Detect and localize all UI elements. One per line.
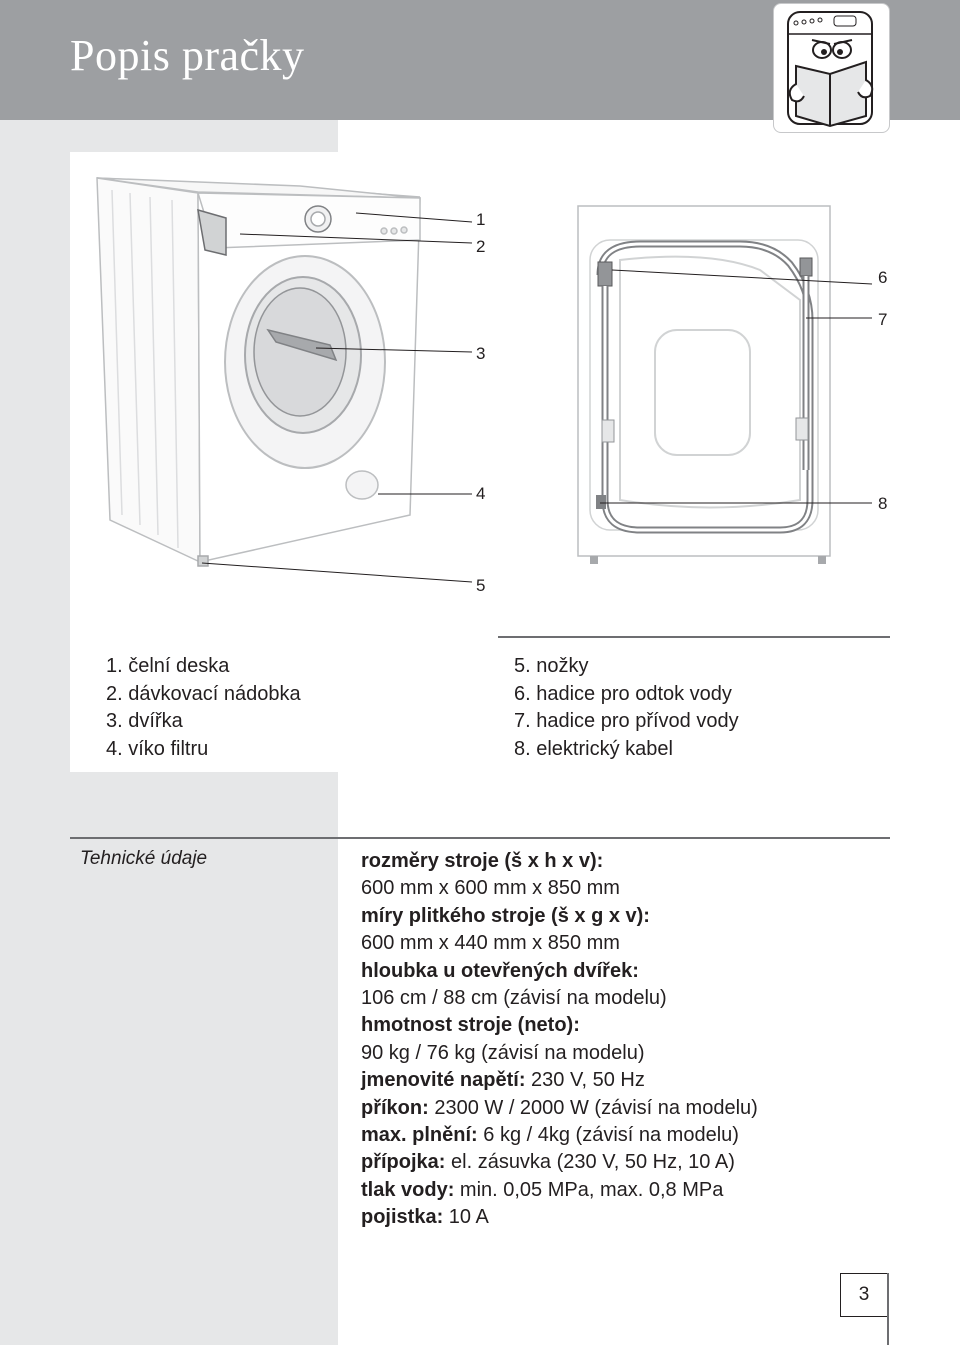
- spec-value: 90 kg / 76 kg (závisí na modelu): [361, 1041, 645, 1064]
- legend-item: 5. nožky: [514, 655, 589, 677]
- spec-row: [361, 1095, 758, 1122]
- tech-divider-left: [70, 837, 338, 839]
- legend-item: 8. elektrický kabel: [514, 737, 673, 760]
- tech-spec-list: [361, 848, 758, 1232]
- spec-value: 230 V, 50 Hz: [525, 1069, 645, 1092]
- callout-3: 3: [476, 344, 486, 363]
- spec-row: [361, 1122, 758, 1149]
- spec-key: hloubka u otevřených dvířek:: [361, 959, 639, 982]
- spec-row: [361, 1040, 758, 1067]
- callout-8: 8: [878, 494, 888, 513]
- rear-machine-illustration: [578, 206, 830, 564]
- spec-row: [361, 903, 758, 930]
- spec-value: el. zásuvka (230 V, 50 Hz, 10 A): [445, 1151, 735, 1174]
- legend-item: 6. hadice pro odtok vody: [514, 682, 732, 705]
- front-machine-illustration: [97, 178, 420, 566]
- legend-item: 2. dávkovací nádobka: [106, 682, 301, 705]
- callout-4: 4: [476, 484, 486, 503]
- spec-row: [361, 1149, 758, 1176]
- washing-machine-figure: [0, 0, 960, 640]
- spec-key: jmenovité napětí:: [361, 1069, 526, 1092]
- tech-section-label: Tehnické údaje: [80, 848, 208, 869]
- legend-item: 4. víko filtru: [106, 737, 209, 760]
- legend-item: 3. dvířka: [106, 710, 183, 732]
- spec-key: rozměry stroje (š x h x v):: [361, 850, 604, 872]
- spec-row: [361, 1067, 758, 1094]
- spec-value: 6 kg / 4kg (závisí na modelu): [477, 1124, 739, 1147]
- spec-key: max. plnění:: [361, 1124, 478, 1147]
- spec-row: [361, 875, 758, 902]
- spec-value: 600 mm x 440 mm x 850 mm: [361, 932, 620, 955]
- spec-key: tlak vody:: [361, 1178, 455, 1201]
- spec-value: min. 0,05 MPa, max. 0,8 MPa: [454, 1178, 724, 1201]
- callout-2: 2: [476, 237, 486, 256]
- spec-value: 600 mm x 600 mm x 850 mm: [361, 877, 620, 900]
- legend-left: [106, 653, 301, 763]
- legend-divider: [498, 636, 890, 638]
- spec-row: [361, 1204, 758, 1231]
- spec-row: [361, 930, 758, 957]
- legend-item: 7. hadice pro přívod vody: [514, 710, 739, 732]
- spec-value: 2300 W / 2000 W (závisí na modelu): [428, 1096, 758, 1119]
- page-title: Popis pračky: [70, 31, 305, 80]
- callout-5: 5: [476, 576, 486, 595]
- spec-key: míry plitkého stroje (š x g x v):: [361, 904, 650, 927]
- spec-key: příkon:: [361, 1096, 429, 1119]
- spec-row: [361, 1012, 758, 1039]
- spec-row: [361, 848, 758, 875]
- callout-6: 6: [878, 268, 888, 287]
- spec-key: hmotnost stroje (neto):: [361, 1014, 580, 1037]
- page-number: 3: [840, 1273, 888, 1317]
- spec-value: 10 A: [443, 1206, 489, 1229]
- page-number-rule: [887, 1273, 889, 1345]
- spec-row: [361, 958, 758, 985]
- spec-row: [361, 1177, 758, 1204]
- spec-row: [361, 985, 758, 1012]
- legend-right: [514, 653, 739, 763]
- callout-1: 1: [476, 210, 486, 229]
- spec-value: 106 cm / 88 cm (závisí na modelu): [361, 987, 667, 1010]
- spec-key: přípojka:: [361, 1151, 446, 1174]
- callout-7: 7: [878, 310, 888, 329]
- legend-item: 1. čelní deska: [106, 655, 230, 677]
- tech-divider-right: [338, 837, 890, 839]
- spec-key: pojistka:: [361, 1206, 444, 1229]
